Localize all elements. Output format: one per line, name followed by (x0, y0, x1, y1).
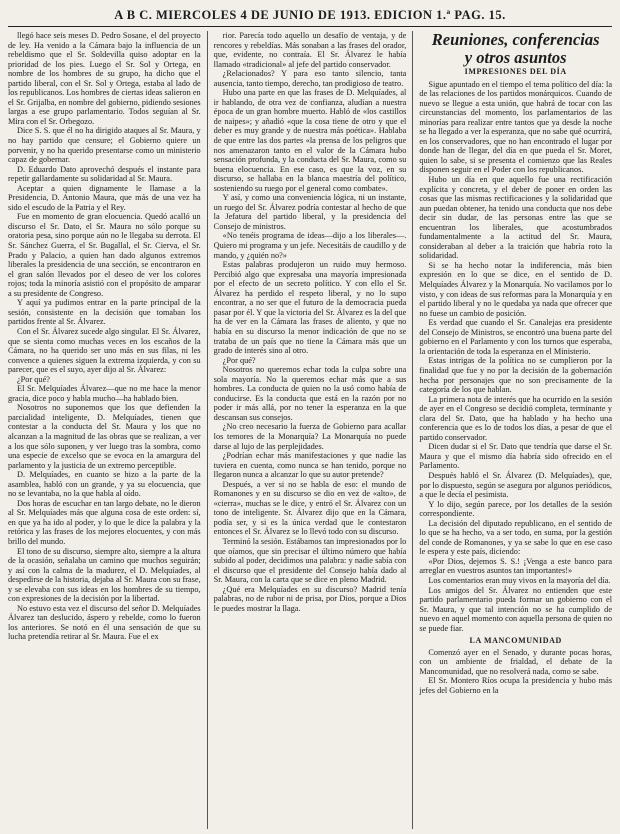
paragraph: ¿Qué era Melquíades en su discurso? Madrid tenía palabras, no de rubor ni de prisa, por Dios, porque a Dios le puedes mostrar la llaga. (213, 584, 407, 613)
paragraph: Comenzó ayer en el Senado, y durante pocas horas, con un ambiente de frialdad, el debate de la Mancomunidad, que no resolverá nada, como se sabe. (419, 647, 613, 676)
paragraph: Terminó la sesión. Estábamos tan impresionados por lo que oíamos, que sin precisar el último número que había subido al poder, decidimos una palabra: y nadie sabía con el discurso que el presidente del Consejo había dado al Sr. Maura, con la carta que se dice en pleno Madrid. (213, 536, 407, 585)
paragraph: Es verdad que cuando el Sr. Canalejas era presidente del Consejo de Ministros, se encontró una buena parte del gobierno en el Parlamento y con los turnos que esperaba, la orientación de toda la esperanza en el Ministerio. (419, 318, 613, 356)
paragraph: Los amigos del Sr. Álvarez no entienden que este partido parlamentario pueda formar un gobierno con el Sr. Maura, y que tal intención no se ha cumplido de nuevo en aquel momento con aquella persona de quien no se puede fiar. (419, 585, 613, 633)
paragraph: El tono de su discurso, siempre alto, siempre a la altura de la ocasión, señalaba un camino que muchos seguirán; y así con la calma de la madurez, el D. Melquíades, al despedirse de la historia, dejaba al Sr. Maura con su frase, y se elevaba con sus ideas en los hombres de su tiempo, con expresiones de la decisión por la libertad. (8, 546, 201, 604)
paragraph: Hubo un día en que aquello fue una rectificación explícita y concreta, y el deber de poner en orden las cosas que las mismas rectificaciones y la solidaridad que aun puedan obtener, ha tenido una conducta que nos debe decir sin dudar, de las personas entre las que se encuentran los liberales, que acostumbrados fundamentalmente a la actitud del Sr. Maura, consideraban al deber a la traición que habría roto la solidaridad. (419, 175, 613, 261)
paragraph: Después habló el Sr. Álvarez (D. Melquíades), que, por lo dispuesto, según se asegura por algunos periódicos, a que le decía el pesimista. (419, 470, 613, 500)
paragraph: La decisión del diputado republicano, en el sentido de lo que se ha hecho, va a ser todo, en suma, por la gestión del conde de Romanones, y ya se sabe lo que en ese caso le espera y este país, diciendo: (419, 518, 613, 557)
paragraph: ¿Relacionados? Y para eso tanto silencio, tanta ausencia, tanto tiempo, derecho, tan prodigioso de teatro. (213, 69, 407, 88)
paragraph: llegó hace seis meses D. Pedro Sosane, el del proyecto de ley. Ha venido a la Cámara bajo la influencia de un rebeldismo que el Sr. Soldevilla quiso adoptar en la prioridad de los pies. Luego el Sr. Sol y Ortega, en nombre de los hombres de su grupo, ha dicho que el partido liberal, con el Sr. Sol y Ortega, estaba al lado de los republicanos. Los hombres de ciertas ideas salieron en el Sr. Grijalba, en nombre del gobierno, pidiendo sesiones largas a ese grupo parlamentario. Todos seguían al Sr. Mira con el Sr. Orbegozo. (8, 31, 201, 126)
header-rule (8, 26, 612, 27)
paragraph: Sigue apuntado en el tiempo el tema político del día: la de las relaciones de los partidos monárquicos. Cuando de nuevo se llegue a esta unión, que habrá de tocar con las circunstancias del momento, los parlamentarios de las minorías para realizar entre tantos que ya desde la noche se ha llegado a ver la esperanza, que no sabe qué ocurrirá, en los conservadores, que no han encontrado el lugar por donde han de llegar, del día en que pueda el Sr. Moret, quien lo sabe, si se presenta el comienzo que las Reales disponen seguir en el Poder con los republicanos. (419, 79, 613, 175)
paragraph: Con el Sr. Álvarez sucede algo singular. El Sr. Álvarez, que se sienta como muchas veces en los escaños de la Cámara, no ha querido ser uno más en sus filas, ni les convence a quienes siguen la extrema izquierda, y con su parecer, que es el suyo, ayer dijo al Sr. Álvarez: (8, 326, 201, 375)
column-3-body-2 (419, 648, 612, 696)
paragraph: Estas palabras produjeron un ruido muy hermoso. Percibió algo que expresaba una mayoría impresionada por el efecto de un secreto político. Y con ello el Sr. Álvarez ha perdido el respeto liberal, y no lo supo encontrar, a no ser que el futuro de la democracia pueda pasar por él. Y que la victoria del Sr. Álvarez es la del que ha de ver en la Cámara las frases de aliento, y que no había en su discurso la menor indicación de que no se trataba de un país que no tiene la Cámara más que un grado de interés sino al otro. (213, 260, 407, 356)
column-divider (412, 31, 413, 829)
paragraph: Los comentarios eran muy vivos en la mayoría del día. (428, 575, 611, 585)
paragraph: Y lo dijo, según parece, por los detalles de la sesión correspondiente. (419, 499, 613, 519)
column-1 (8, 31, 201, 829)
column-divider (207, 31, 208, 829)
paragraph: Si se ha hecho notar la indiferencia, más bien expresión en lo que se dice, en el sentido de D. Melquíades Álvarez y la Monarquía. No vacilamos por lo visto, y con ideas de sus reformas para la Monarquía y en el partido liberal y no le quedaba ya nada que ofrecer que no fuese un cambio de posición. (419, 260, 613, 318)
section-title-line-1: Reuniones, conferencias (431, 31, 600, 49)
paragraph: Y así, y como una conveniencia lógica, ni un instante, un ruego del Sr. Álvarez podría contestar al hecho de que la Jefatura del partido liberal, y la presidencia del Consejo de ministros. (213, 193, 407, 231)
paragraph: ¿Por qué? (17, 374, 50, 384)
page-header: A B C. MIERCOLES 4 DE JUNIO DE 1913. EDICION 1.ª PAG. 15. (114, 8, 506, 22)
paragraph: D. Melquíades, en cuanto se hizo a la parte de la asamblea, habló con un grande, y ya su elocuencia, que no se levantaba, no la que habla al oído. (8, 470, 201, 499)
columns (8, 31, 612, 829)
paragraph: Fue en momento de gran elocuencia. Quedó acalló un discurso el Sr. Dato, el Sr. Maura no sólo porque su oratoria pesa, sino porque aún no le llegaba su derrota. El Sr. Sánchez Guerra, el Sr. Bugallal, el Sr. Cierva, el Sr. Prado y Palacio, a quien han dado algunos extremos liberales la presidencia de una sección, se encontraron en el gran salón llevados por el deseo de ver los colores rojos; toda la minoría asistió con el propósito de amparar a su presidente de Congreso. (8, 212, 201, 298)
paragraph: Aceptar a quien dignamente le llamase a la Presidencia, D. Antonio Maura, que más de una vez ha sido el escudo de la Patria y el Rey. (8, 183, 201, 212)
paragraph: Después, a ver si no se habla de eso: el mundo de Romanones y en su discurso se dio en vez de «alto», de «cierra», muchas se le dice, y entró el Sr. Álvarez con un tono de inteligente. Sr. Álvarez dijo que en la Cámara, podía ser, y si es la única verdad que le contestaron entonces el Sr. Álvarez se lo llevó todo con su discurso. (213, 479, 407, 537)
paragraph: ¿Podrían echar más manifestaciones y que nadie las tuviera en cuenta, como nunca se han tenido, porque no llegaron nunca a alcanzar lo que su autor pretende? (213, 451, 407, 480)
paragraph: Dos horas de escuchar en tan largo debate, no le dieron al Sr. Melquíades más que alguna cosa de este orden: sí, en que ya ha ido al poder, y lo que le dice la palabra y la retórica y las frases de los mejores elocuentes, y con más brillo del mundo. (8, 498, 201, 546)
paragraph: «No tenéis programa de ideas—dijo a los liberales—. Quiero mi programa y un jefe. Necesitáis de caudillo y de mando, y ¿quién no?» (213, 231, 407, 260)
paragraph: «Por Dios, dejemos S. S.! ¡Venga a este banco para arreglar en vuestros asuntos tan importantes!» (419, 556, 613, 576)
paragraph: Estas intrigas de la política no se cumplieron por la finalidad que fue y no por la decisión de la gobernación hecha por personajes que no son precisamente de la categoría de los que hablan. (419, 356, 613, 395)
paragraph: El Sr. Melquíades Álvarez—que no me hace la menor gracia, dice poco y habla mucho—ha hablado bien. (8, 384, 201, 403)
section-title-line-2: y otros asuntos (464, 48, 567, 67)
paragraph: ¿Por qué? (222, 355, 256, 365)
paragraph: El Sr. Montero Ríos ocupa la presidencia y hubo más jefes del Gobierno en la (419, 676, 613, 695)
paragraph: Dicen dudar si el Sr. Dato que tendría que darse el Sr. Maura y que el mismo día habría sido ofrecido en el Parlamento. (419, 442, 613, 471)
subsection-heading: LA MANCOMUNIDAD (469, 636, 562, 646)
section-kicker: IMPRESIONES DEL DÍA (464, 67, 567, 76)
column-3-body (419, 80, 612, 634)
paragraph: D. Eduardo Dato aprovechó después el instante para repetir gallardamente su solidaridad al Sr. Maura. (8, 164, 201, 184)
paragraph: rior. Parecía todo aquello un desafío de ventaja, y de rencores y rebeldías. Más sonaban a las frases del orador, que, evidente, no contraía. El Sr. Álvarez le había llamado «tradicional» al jefe del partido conservador. (213, 31, 407, 69)
column-2 (214, 31, 407, 829)
column-3 (419, 31, 612, 829)
paragraph: Nosotros no queremos echar toda la culpa sobre una sola mayoría. No la queremos echar más que a sus hombres. La conducta de quien no la usó como había de conducirse. Es la conducta que está en la razón por no poder ir más allá, por no tener la esperanza en la que descansan sus consejos. (213, 365, 407, 422)
paragraph: ¿No creo necesario la fuerza de Gobierno para acallar los temores de la Monarquía? La Monarquía no puede darse al lujo de las perplejidades. (213, 422, 407, 451)
paragraph: No estuvo esta vez el discurso del señor D. Melquíades Álvarez tan deslucido, áspero y rebelde, como lo fueron los anteriores. Se notó en él una sensación de que su lucha pretendía retirar al Sr. Maura. Fue el ex (8, 603, 201, 642)
paragraph: Y aquí ya pudimos entrar en la parte principal de la sesión, consistente en la decisión que tomaban los partidos frente al Sr. Álvarez. (8, 298, 201, 327)
paragraph: Dice S. S. que él no ha dirigido ataques al Sr. Maura, y no hay partido que censure; el Gobierno quiere un porvenir, y no ha querido presentarse como un ministerio capaz de gobernar. (8, 126, 201, 165)
paragraph: Nosotros no suponemos que los que defienden la parcialidad inteligente, D. Melquíades, tienen que contestar a la conducta del Sr. Maura y los que no alcanzan a la magnitud de las obras que se realizan, a ver a los que sólo suponen, y ver luego tras la sombra, como una especie de excelso que se evoca en la amargura del parlamento y la justicia de un extremo perceptible. (8, 403, 201, 470)
paragraph: La primera nota de interés que ha ocurrido en la sesión de ayer en el Congreso se decidió completa, terminante y clara del Sr. Dato, que ha hablado y ha hecho una conferencia que es lo de todos los días, a pesar de que el partido conservador. (419, 394, 613, 442)
paragraph: Hubo una parte en que las frases de D. Melquíades, al ir hablando, de otra vez de confianza, aludían a nuestra época de un gran hombre muerto. Habló de «los castillos de naipes»; y añadió «que la cosa tiene de otro y que el deber es muy grande y de nuestra más poética». Hablaba de que entre las dos partes «la prensa de los peligros que nos amenazaron tanto en el valor de la Cámara hubo sensación profunda, y la conducta del Sr. Maura, como su buena elocuencia. En ese caso, es que la voz, en su discurso, se hallaba en la blanca maestría del político, sosteniendo su ruego por el general como combate». (213, 88, 407, 193)
